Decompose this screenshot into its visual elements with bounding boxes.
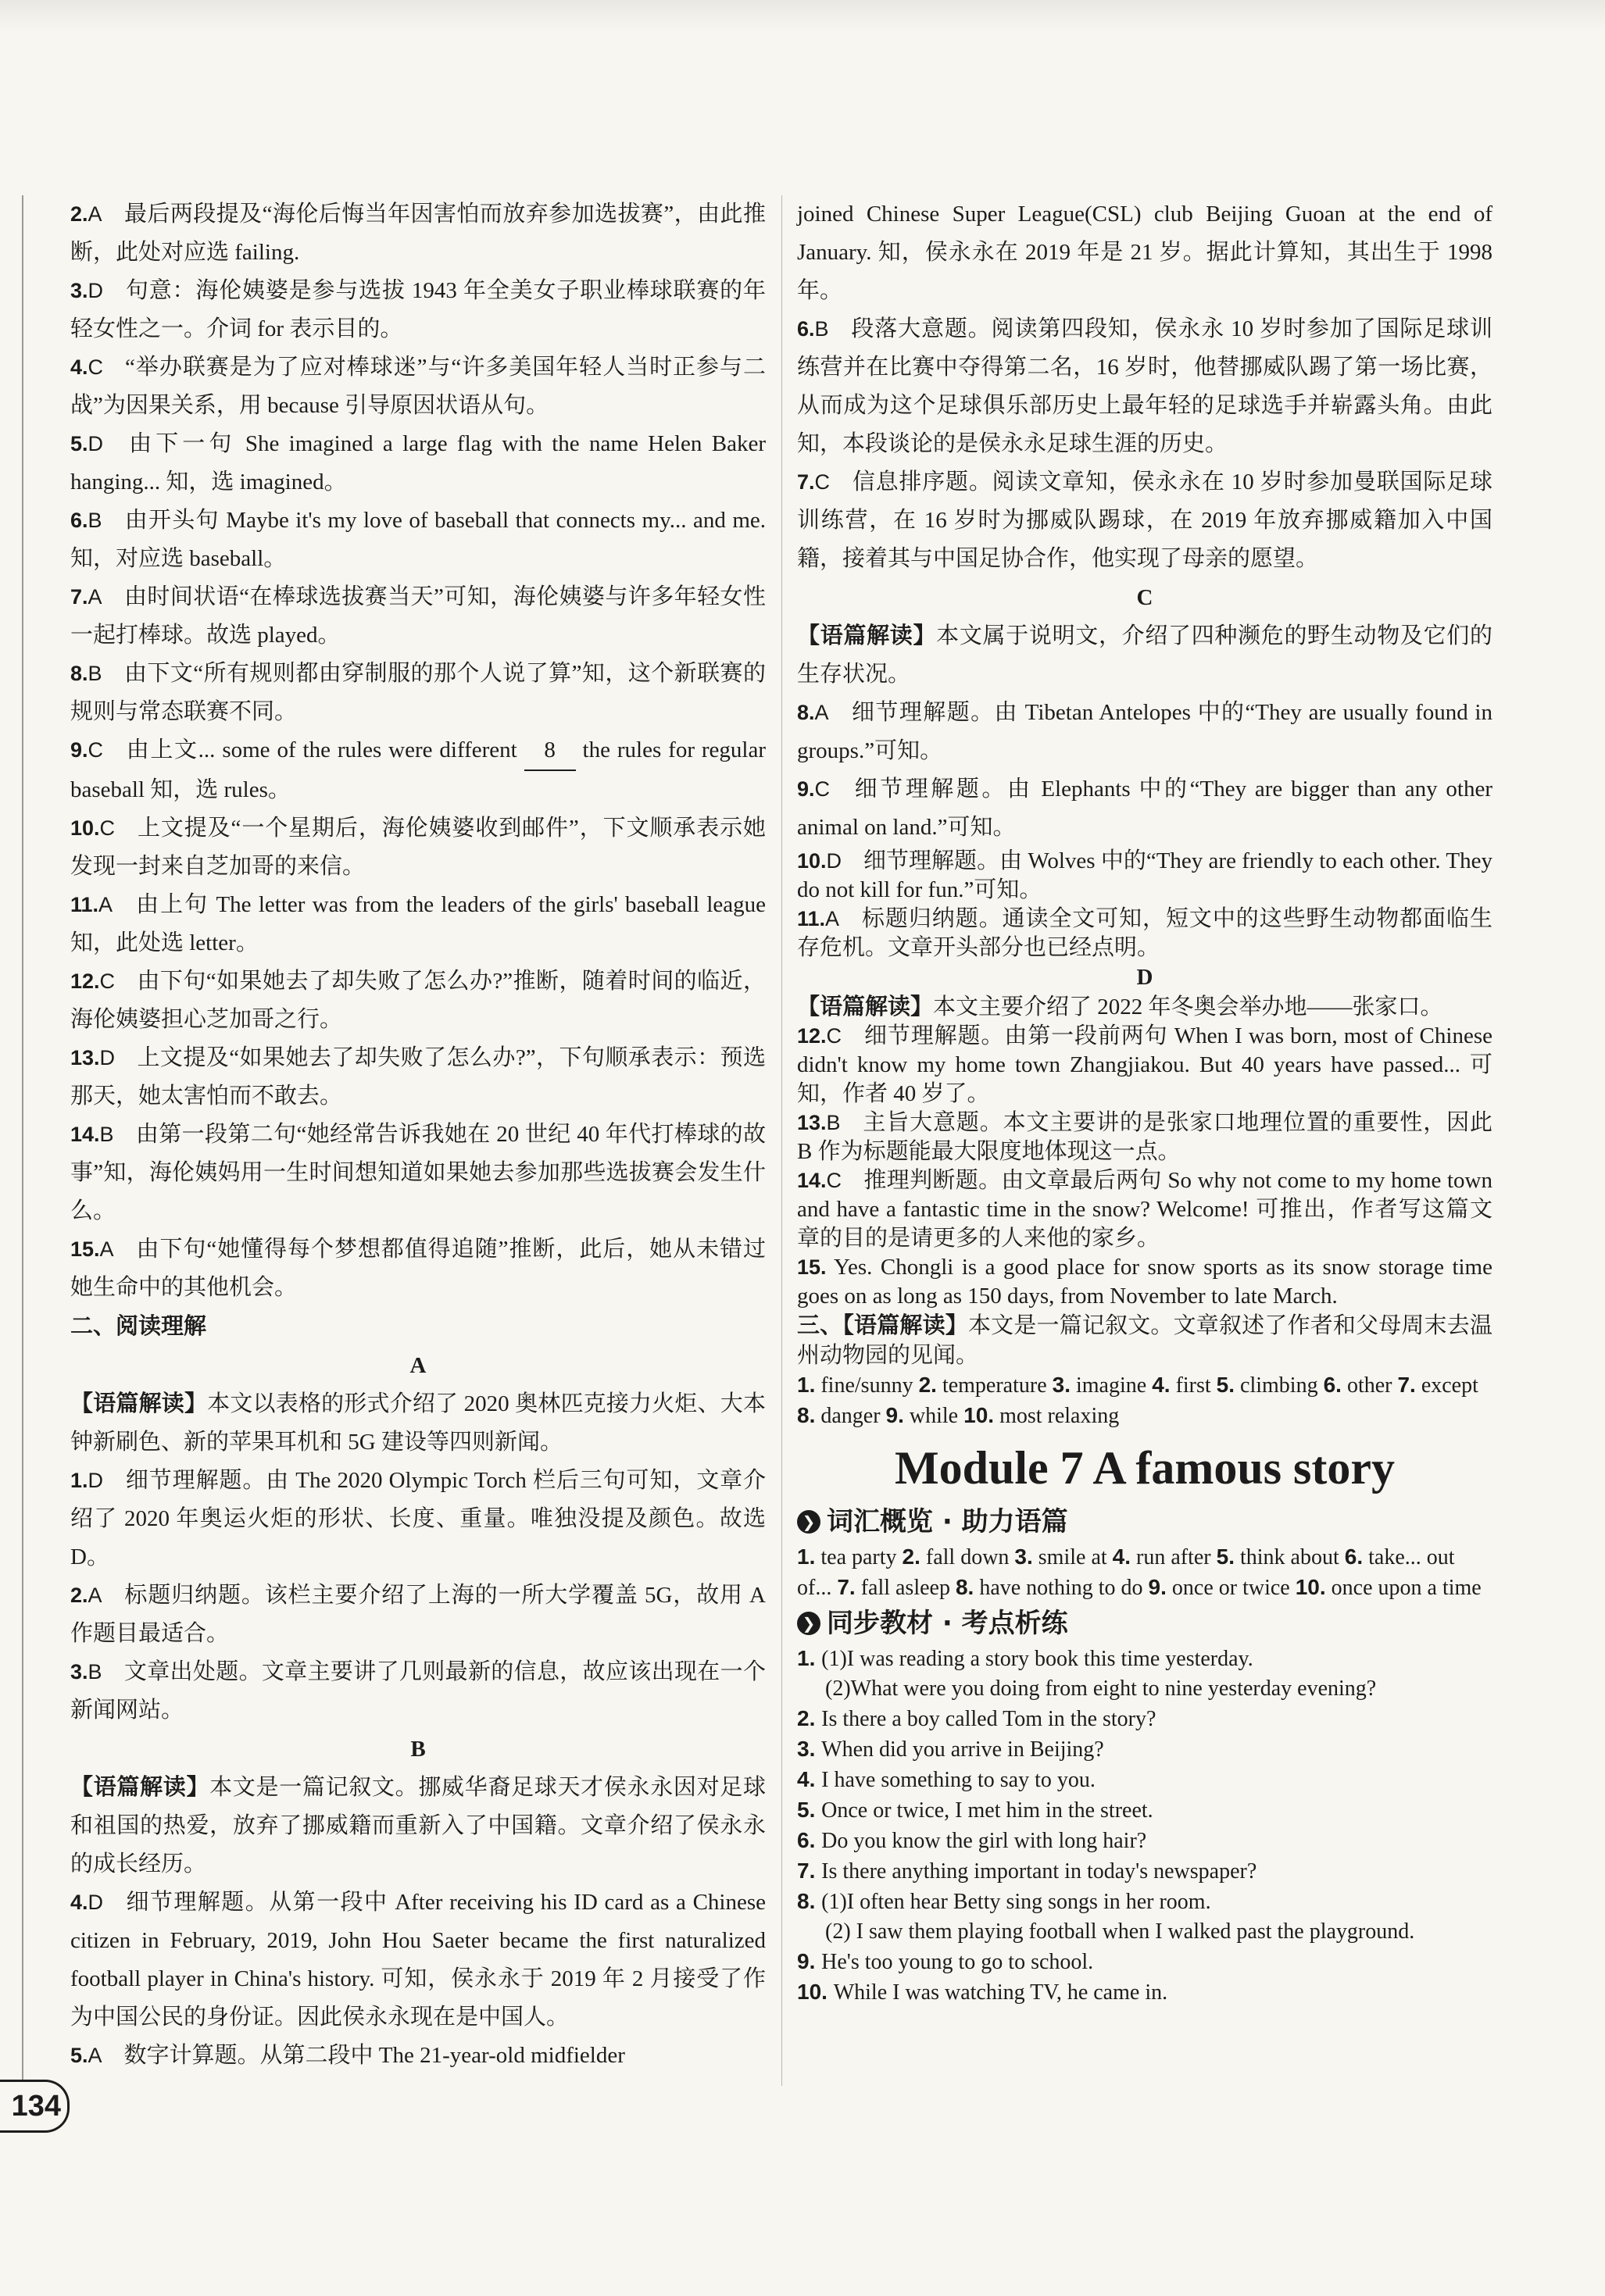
- sync-text: (2)What were you doing from eight to nine yesterday evening?: [825, 1676, 1377, 1701]
- word-answer: most relaxing: [994, 1404, 1120, 1428]
- word-answer: have nothing to do: [974, 1576, 1149, 1600]
- answer-choice: C: [88, 738, 104, 762]
- answer-choice: D: [88, 1469, 104, 1492]
- answer-choice: A: [99, 1237, 114, 1261]
- sync-number: 10.: [797, 1980, 834, 2004]
- answer-choice: C: [826, 1169, 842, 1192]
- sync-text: I have something to say to you.: [821, 1768, 1096, 1792]
- answer-explanation: 主旨大意题。本文主要讲的是张家口地理位置的重要性，因此 B 作为标题能最大限度地体现这一点。: [797, 1110, 1492, 1164]
- sync-number: 3.: [797, 1737, 822, 1761]
- word-answer: climbing: [1235, 1373, 1324, 1398]
- answer-item: [797, 847, 1492, 905]
- answer-explanation: 句意：海伦姨婆是参与选拔 1943 年全美女子职业棒球联赛的年轻女性之一。介词 for 表示目的。: [70, 278, 766, 341]
- word-answer: while: [903, 1404, 964, 1428]
- sync-text: (2) I saw them playing football when I walked past the playground.: [825, 1919, 1415, 1944]
- word-answer-line: [797, 1370, 1492, 1431]
- passage-summary: [797, 617, 1492, 694]
- answer-choice: D: [826, 849, 842, 873]
- answer-explanation: 标题归纳题。该栏主要介绍了上海的一所大学覆盖 5G，故用 A 作题目最适合。: [70, 1583, 766, 1646]
- answer-number: 14.: [70, 1123, 100, 1146]
- passage-summary: [797, 1311, 1492, 1370]
- sync-answer-item: [797, 1644, 1492, 1674]
- summary-tag: 【语篇解读】: [797, 994, 934, 1019]
- answer-explanation: 由时间状语“在棒球选拔赛当天”可知，海伦姨婆与许多年轻女性一起打棒球。故选 played。: [70, 584, 766, 648]
- summary-tag: 【语篇解读】: [70, 1775, 210, 1800]
- sync-heading: 同步教材 · 考点析练: [827, 1608, 1068, 1639]
- answer-number: 9.: [70, 738, 88, 762]
- word-number: 9.: [1148, 1575, 1167, 1599]
- word-answer: fall asleep: [855, 1576, 956, 1600]
- sync-text: Once or twice, I met him in the street.: [821, 1798, 1153, 1823]
- answer-choice: D: [99, 1046, 116, 1069]
- sync-answer-item: [797, 1887, 1492, 1917]
- word-number: 4.: [1112, 1544, 1131, 1569]
- passage-summary: [70, 1769, 766, 1884]
- answer-explanation: 细节理解题。由 Tibetan Antelopes 中的“They are usually found in groups.”可知。: [797, 700, 1492, 763]
- answer-choice: D: [88, 432, 104, 455]
- summary-tag: 【语篇解读】: [797, 623, 937, 648]
- answer-item: [70, 731, 766, 809]
- answer-choice: D: [88, 1891, 104, 1914]
- answer-item: [70, 1576, 766, 1653]
- word-number: 8.: [955, 1575, 974, 1599]
- word-number: 2.: [918, 1373, 937, 1397]
- answer-item: [70, 272, 766, 348]
- passage-label: D: [1136, 965, 1153, 990]
- answer-explanation: 推理判断题。由文章最后两句 So why not come to my home town and have a fantastic time in the snow? Welcome! 可推出，作者写这篇文章的目的是请更多的人来他的家乡。: [797, 1168, 1492, 1251]
- sync-text: Is there anything important in today's newspaper?: [821, 1859, 1257, 1884]
- right-column: [797, 195, 1492, 2008]
- answer-item: [70, 348, 766, 425]
- word-number: 10.: [963, 1403, 995, 1427]
- answer-choice: A: [88, 202, 102, 226]
- sync-answer-item: [797, 1674, 1492, 1704]
- answer-continuation: joined Chinese Super League(CSL) club Beijing Guoan at the end of January. 知，侯永永在 2019 年是 21 岁。据此计算知，其出生于 1998 年。: [797, 202, 1492, 303]
- sync-text: While I was watching TV, he came in.: [833, 1980, 1168, 2005]
- word-number: 1.: [797, 1544, 816, 1569]
- answer-number: 5.: [70, 2044, 88, 2067]
- summary-text: 本文是一篇记叙文。文章叙述了作者和父母周末去温州动物园的见闻。: [797, 1313, 1492, 1368]
- answer-number: 3.: [70, 1660, 88, 1684]
- answer-explanation: 最后两段提及“海伦后悔当年因害怕而放弃参加选拔赛”，由此推断，此处对应选 failing.: [70, 202, 766, 265]
- word-answer: think about: [1234, 1545, 1345, 1569]
- answer-choice: B: [88, 509, 102, 532]
- answer-number: 8.: [797, 701, 815, 724]
- word-number: 4.: [1152, 1373, 1171, 1397]
- answer-explanation: Yes. Chongli is a good place for snow sports as its snow storage time goes on as long as 150 days, from November to late March.: [797, 1255, 1492, 1309]
- sync-answer-item: [797, 1856, 1492, 1887]
- word-number: 5.: [1216, 1373, 1235, 1397]
- answer-choice: C: [99, 816, 116, 840]
- answer-number: 3.: [70, 279, 88, 302]
- sync-number: 8.: [797, 1889, 822, 1913]
- sync-answers: [797, 1644, 1492, 2008]
- vocab-heading: 词汇概览 · 助力语篇: [827, 1506, 1068, 1537]
- answer-item: [797, 1109, 1492, 1166]
- answer-explanation: 数字计算题。从第二段中 The 21-year-old midfielder: [123, 2043, 625, 2068]
- arrow-circle-icon: ❯: [797, 1612, 820, 1635]
- sync-number: 4.: [797, 1767, 822, 1791]
- summary-text: 本文主要介绍了 2022 年冬奥会举办地——张家口。: [933, 994, 1443, 1019]
- answer-item: [797, 694, 1492, 770]
- sync-answer-item: [797, 1977, 1492, 2008]
- word-answer: smile at: [1032, 1545, 1113, 1569]
- answer-number: 10.: [70, 816, 100, 840]
- column-separator: [781, 195, 782, 2086]
- answer-item: [797, 905, 1492, 962]
- answer-explanation: 上文提及“如果她去了却失败了怎么办?”，下句顺承表示：预选那天，她太害怕而不敢去。: [70, 1045, 766, 1109]
- answer-number: 2.: [70, 1584, 88, 1607]
- answer-item: [70, 578, 766, 655]
- word-answer: once upon a time: [1325, 1576, 1482, 1600]
- sync-text: He's too young to go to school.: [821, 1950, 1094, 1974]
- answer-item: [70, 502, 766, 578]
- answer-explanation: 由上文... some of the rules were different: [125, 737, 524, 762]
- passage-summary: [70, 1385, 766, 1462]
- answer-explanation: 由下句“如果她去了却失败了怎么办?”推断，随着时间的临近，海伦姨婆担心芝加哥之行。: [70, 969, 766, 1032]
- answer-item: [70, 1462, 766, 1576]
- answer-item: [797, 1022, 1492, 1109]
- word-number: 7.: [1397, 1373, 1416, 1397]
- word-number: 10.: [1295, 1575, 1326, 1599]
- answer-number: 11.: [797, 907, 826, 930]
- answer-number: 8.: [70, 662, 88, 685]
- answer-choice: A: [814, 701, 829, 724]
- word-number: 8.: [797, 1403, 816, 1427]
- word-answer: imagine: [1071, 1373, 1153, 1398]
- word-answer: fine/sunny: [815, 1373, 919, 1398]
- passage-summary: [797, 992, 1492, 1022]
- answer-item: [70, 962, 766, 1039]
- word-answer: fall down: [920, 1545, 1015, 1569]
- word-answer: take... out of...: [797, 1545, 1455, 1600]
- answer-number: 11.: [70, 893, 99, 916]
- answer-number: 13.: [797, 1111, 827, 1134]
- answer-explanation: “举办联赛是为了应对棒球迷”与“许多美国年轻人当时正参与二战”为因果关系，用 because 引导原因状语从句。: [70, 355, 766, 418]
- answer-number: 1.: [70, 1469, 88, 1492]
- section-heading: 二、阅读理解: [70, 1314, 207, 1339]
- answer-number: 13.: [70, 1046, 100, 1069]
- answer-choice: B: [814, 317, 829, 341]
- sync-number: 6.: [797, 1828, 822, 1852]
- sync-number: 9.: [797, 1949, 822, 1973]
- sync-number: 5.: [797, 1798, 822, 1822]
- answer-choice: A: [98, 893, 113, 916]
- word-answer-line: [797, 1542, 1492, 1603]
- answer-explanation: 段落大意题。阅读第四段知，侯永永 10 岁时参加了国际足球训练营并在比赛中夺得第二名，16 岁时，他替挪威队踢了第一场比赛，从而成为这个足球俱乐部历史上最年轻的足球选手并崭露头角。由此知，本段谈论的是侯永永足球生涯的历史。: [797, 316, 1492, 456]
- answer-item: [797, 1253, 1492, 1311]
- answer-choice: B: [88, 1660, 102, 1684]
- page-number: 134: [0, 2080, 70, 2133]
- summary-tag: 三、【语篇解读】: [797, 1313, 968, 1338]
- sync-answer-item: [797, 1795, 1492, 1826]
- word-answer: except: [1415, 1373, 1478, 1398]
- left-margin-rule: [22, 195, 23, 2109]
- page-top-band: [0, 0, 1605, 31]
- answer-explanation: 标题归纳题。通读全文可知，短文中的这些野生动物都面临生存危机。文章开头部分也已经点明。: [797, 906, 1492, 960]
- answer-explanation: 细节理解题。由 The 2020 Olympic Torch 栏后三句可知，文章介绍了 2020 年奥运火炬的形状、长度、重量。唯独没提及颜色。故选 D。: [70, 1468, 766, 1569]
- answer-number: 4.: [70, 1891, 88, 1914]
- answer-explanation: 细节理解题。从第一段中 After receiving his ID card as a Chinese citizen in February, 2019, John Hou Saeter became the first naturalized football player in China's history. 可知，侯永永于 2019 年 2 月接受了作为中国公民的身份证。因此侯永永现在是中国人。: [70, 1890, 766, 2030]
- answer-item: [70, 1039, 766, 1116]
- right-column-answers: [797, 195, 1492, 1370]
- answer-number: 7.: [70, 585, 88, 609]
- answer-choice: A: [88, 585, 102, 609]
- sync-text: (1)I was reading a story book this time yesterday.: [821, 1647, 1253, 1671]
- word-number: 2.: [902, 1544, 920, 1569]
- word-number: 3.: [1014, 1544, 1033, 1569]
- sync-answer-item: [797, 1734, 1492, 1765]
- answer-item: [797, 463, 1492, 578]
- passage-label: A: [409, 1353, 427, 1378]
- answer-number: 6.: [797, 317, 815, 341]
- answer-item: [797, 770, 1492, 847]
- answer-explanation: 细节理解题。由 Wolves 中的“They are friendly to each other. They do not kill for fun.”可知。: [797, 848, 1492, 902]
- summary-text: 本文属于说明文，介绍了四种濒危的野生动物及它们的生存状况。: [797, 623, 1492, 687]
- word-number: 9.: [885, 1403, 904, 1427]
- sync-number: 2.: [797, 1706, 822, 1730]
- answer-explanation: 由第一段第二句“她经常告诉我她在 20 世纪 40 年代打棒球的故事”知，海伦姨妈用一生时间想知道如果她去参加那些选拔赛会发生什么。: [70, 1122, 766, 1223]
- sync-text: When did you arrive in Beijing?: [821, 1737, 1104, 1762]
- answer-choice: C: [99, 969, 116, 993]
- answer-explanation: 上文提及“一个星期后，海伦姨婆收到邮件”，下文顺承表示她发现一封来自芝加哥的来信。: [70, 816, 766, 879]
- answer-choice: C: [88, 355, 104, 379]
- word-number: 1.: [797, 1373, 816, 1397]
- answer-item: [797, 1166, 1492, 1253]
- answer-explanation: the rules for regular baseball 知，选 rules。: [70, 737, 766, 802]
- answer-item: [70, 809, 766, 886]
- answer-number: 14.: [797, 1169, 827, 1192]
- word-answer: once or twice: [1166, 1576, 1296, 1600]
- answer-explanation: 信息排序题。阅读文章知，侯永永在 10 岁时参加曼联国际足球训练营，在 16 岁时为挪威队踢球，在 2019 年放弃挪威籍加入中国籍，接着其与中国足协合作，他实现了母亲的愿望。: [797, 470, 1492, 571]
- answer-number: 4.: [70, 355, 88, 379]
- answer-explanation: 细节理解题。由 Elephants 中的“They are bigger than any other animal on land.”可知。: [797, 777, 1492, 840]
- passage-label: B: [410, 1737, 426, 1762]
- word-number: 5.: [1216, 1544, 1235, 1569]
- answer-item: [70, 1116, 766, 1230]
- answer-item: [70, 1230, 766, 1307]
- answer-number: 9.: [797, 777, 815, 801]
- sync-heading-bar: [797, 1603, 1492, 1644]
- answer-number: 15.: [70, 1237, 100, 1261]
- sync-answer-item: [797, 1704, 1492, 1734]
- answer-blank: 8: [524, 731, 576, 771]
- answer-number: 6.: [70, 509, 88, 532]
- word-number: 3.: [1052, 1373, 1071, 1397]
- answer-item: [70, 425, 766, 502]
- word-answer: tea party: [815, 1545, 903, 1569]
- word-number: 7.: [837, 1575, 856, 1599]
- answer-item: [70, 2037, 766, 2075]
- left-column: [70, 195, 766, 2075]
- sync-text: (1)I often hear Betty sing songs in her room.: [821, 1890, 1211, 1914]
- sync-answer-item: [797, 1947, 1492, 1977]
- answer-explanation: 由开头句 Maybe it's my love of baseball that connects my... and me. 知，对应选 baseball。: [70, 508, 766, 571]
- answer-item: [70, 886, 766, 962]
- word-answer: other: [1341, 1373, 1398, 1398]
- answer-item: [70, 195, 766, 272]
- arrow-circle-icon: ❯: [797, 1510, 820, 1534]
- sync-answer-item: [797, 1826, 1492, 1856]
- sync-answer-item: [797, 1917, 1492, 1947]
- answer-choice: A: [825, 907, 840, 930]
- answer-number: 7.: [797, 470, 815, 494]
- answer-number: 10.: [797, 849, 827, 873]
- answer-choice: C: [814, 777, 831, 801]
- sync-answer-item: [797, 1765, 1492, 1795]
- answer-explanation: 文章出处题。文章主要讲了几则最新的信息，故应该出现在一个新闻网站。: [70, 1659, 766, 1723]
- sync-number: 7.: [797, 1859, 822, 1883]
- answer-choice: B: [826, 1111, 841, 1134]
- answer-choice: A: [88, 1584, 102, 1607]
- passage-label: C: [1136, 585, 1153, 610]
- answer-number: 5.: [70, 432, 88, 455]
- answer-number: 12.: [797, 1024, 827, 1048]
- answer-number: 15.: [797, 1255, 827, 1279]
- answer-choice: D: [88, 279, 104, 302]
- summary-text: 本文是一篇记叙文。挪威华裔足球天才侯永永因对足球和祖国的热爱，放弃了挪威籍而重新入了中国籍。文章介绍了侯永永的成长经历。: [70, 1775, 766, 1876]
- answer-choice: C: [814, 470, 831, 494]
- answer-item: [797, 310, 1492, 463]
- answer-item: [70, 1884, 766, 2037]
- word-number: 6.: [1323, 1373, 1342, 1397]
- word-answer: danger: [815, 1404, 886, 1428]
- vocab-heading-bar: [797, 1502, 1492, 1542]
- answer-choice: C: [826, 1024, 842, 1048]
- vocab-answers: [797, 1542, 1492, 1603]
- sync-text: Is there a boy called Tom in the story?: [821, 1707, 1156, 1731]
- summary-tag: 【语篇解读】: [70, 1391, 208, 1416]
- answer-explanation: 由下句“她懂得每个梦想都值得追随”推断，此后，她从未错过她生命中的其他机会。: [70, 1237, 766, 1300]
- answer-choice: B: [99, 1123, 114, 1146]
- answer-item: [70, 655, 766, 731]
- sync-text: Do you know the girl with long hair?: [821, 1829, 1147, 1853]
- answer-choice: A: [88, 2044, 102, 2067]
- answer-number: 2.: [70, 202, 88, 226]
- answer-explanation: 由下一句 She imagined a large flag with the name Helen Baker hanging... 知，选 imagined。: [70, 431, 766, 495]
- module-title: Module 7 A famous story: [894, 1442, 1396, 1494]
- word-answer: first: [1170, 1373, 1217, 1398]
- blank-fill-answers: [797, 1370, 1492, 1431]
- answer-choice: B: [88, 662, 102, 685]
- answer-explanation: 由下文“所有规则都由穿制服的那个人说了算”知，这个新联赛的规则与常态联赛不同。: [70, 661, 766, 724]
- answer-item: [70, 1653, 766, 1730]
- answer-explanation: 由上句 The letter was from the leaders of the girls' baseball league 知，此处选 letter。: [70, 892, 766, 955]
- summary-text: 本文以表格的形式介绍了 2020 奥林匹克接力火炬、大本钟新刷色、新的苹果耳机和 5G 建设等四则新闻。: [70, 1391, 766, 1455]
- answer-number: 12.: [70, 969, 100, 993]
- word-number: 6.: [1344, 1544, 1364, 1569]
- word-answer: run after: [1131, 1545, 1217, 1569]
- answer-explanation: 细节理解题。由第一段前两句 When I was born, most of Chinese didn't know my home town Zhangjiakou. But 40 years have passed... 可知，作者 40 岁了。: [797, 1023, 1492, 1106]
- word-answer: temperature: [936, 1373, 1053, 1398]
- sync-number: 1.: [797, 1646, 822, 1670]
